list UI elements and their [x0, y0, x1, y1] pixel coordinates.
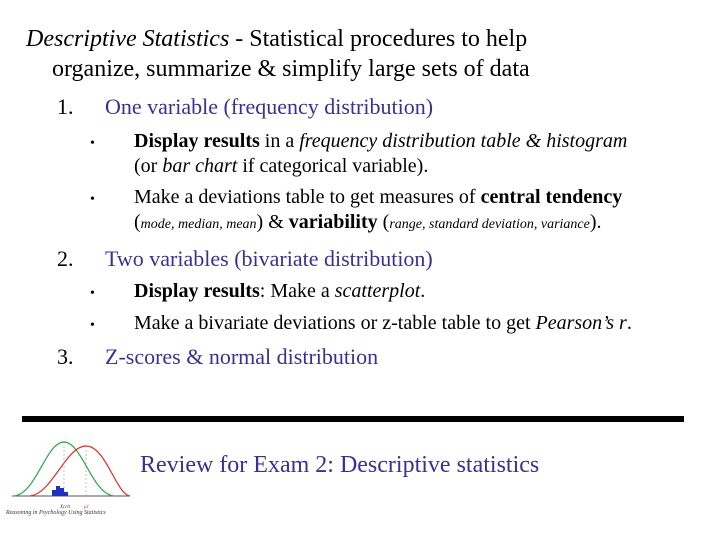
logo-curve-right: [30, 446, 130, 496]
section-2-heading: Two variables (bivariate distribution): [105, 246, 433, 271]
bullet-2-2-symbol: •: [90, 318, 95, 333]
bullet-1-1-text: in a: [259, 130, 300, 152]
bullet-2-1-symbol: •: [90, 286, 95, 301]
title-rest: - Statistical procedures to help: [229, 26, 528, 52]
bullet-2-1-bold: Display results: [134, 280, 260, 302]
logo-bar: [56, 486, 60, 496]
title-lead: Descriptive Statistics: [26, 26, 230, 52]
bullet-1-2-symbol: •: [90, 192, 95, 207]
normal-curves-logo-icon: [8, 434, 134, 516]
bullet-1-2-end: ).: [589, 211, 602, 233]
section-1-number: 1.: [57, 94, 74, 119]
bullet-1-2-paren-open-2: (: [377, 211, 390, 233]
section-2-number: 2.: [57, 246, 74, 271]
bullet-1-1-line2a: (or: [134, 155, 163, 177]
bullet-1-2: [134, 185, 714, 237]
section-3-heading: Z-scores & normal distribution: [105, 344, 379, 369]
bullet-1-2-mid: ) &: [256, 211, 289, 233]
bullet-1-2-small-2: range, standard deviation, variance: [389, 217, 590, 232]
bullet-1-2-bold-2: variability: [288, 211, 378, 233]
divider-rule: [22, 416, 684, 422]
bullet-2-1: [134, 279, 714, 304]
bullet-1-1-line2b: bar chart: [162, 155, 238, 177]
bullet-2-2: [134, 311, 714, 336]
bullet-2-1-text: : Make a: [259, 280, 335, 302]
bullet-1-2-small-1: mode, median, mean: [140, 217, 257, 232]
logo-bar: [52, 490, 56, 496]
bullet-2-1-italic: scatterplot: [334, 280, 421, 302]
bullet-1-2-paren-open: (: [134, 211, 141, 233]
slide-title: [26, 24, 706, 84]
bullet-2-2-text: Make a bivariate deviations or z-table table to get: [134, 312, 536, 334]
section-1-heading: One variable (frequency distribution): [105, 94, 434, 119]
bullet-1-2-text: Make a deviations table to get measures of: [134, 186, 481, 208]
bullet-1-1-symbol: •: [90, 136, 95, 151]
bullet-2-2-end: .: [626, 312, 632, 334]
bullet-1-1: [134, 129, 714, 179]
logo-bar: [64, 492, 68, 496]
logo-bar: [60, 488, 64, 496]
section-3-number: 3.: [57, 344, 74, 369]
bullet-1-1-bold: Display results: [134, 130, 260, 152]
title-line-2: organize, summarize & simplify large sets of data: [52, 56, 530, 82]
footer-title: Review for Exam 2: Descriptive statistics: [140, 452, 540, 478]
logo-label-right: μ1: [84, 505, 90, 510]
bullet-1-1-line2c: if categorical variable).: [237, 155, 429, 177]
bullet-1-2-bold: central tendency: [480, 186, 623, 208]
bullet-1-1-italic: frequency distribution table & histogram: [299, 130, 628, 152]
bullet-2-1-end: .: [420, 280, 426, 302]
logo-caption: Reasoning in Psychology Using Statistics: [6, 510, 106, 516]
bullet-2-2-italic: Pearson’s r: [535, 312, 627, 334]
logo-label-left: Xcrit: [60, 505, 70, 510]
